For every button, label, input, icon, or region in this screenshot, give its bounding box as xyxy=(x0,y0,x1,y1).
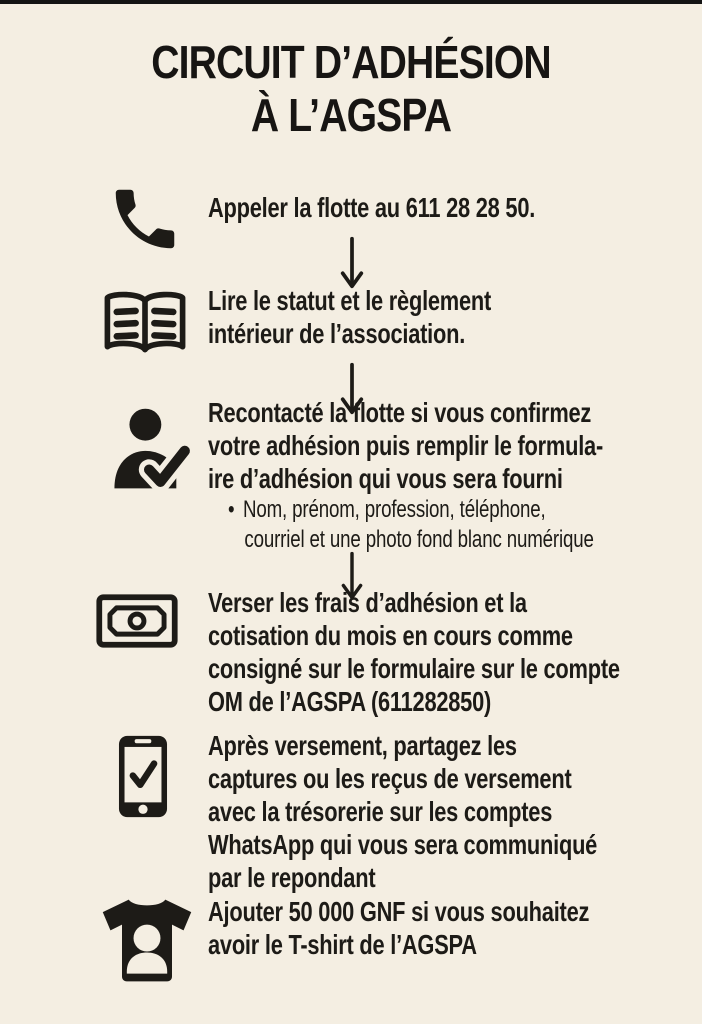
step-1-line: Appeler la flotte au 611 28 28 50. xyxy=(208,192,536,223)
step-3-line: ire d’adhésion qui vous sera fourni xyxy=(208,463,563,494)
tshirt-icon xyxy=(97,897,197,983)
step-4-line: OM de l’AGSPA (611282850) xyxy=(208,686,492,717)
step-3-text xyxy=(208,396,603,495)
step-4-line: cotisation du mois en cours comme xyxy=(208,620,573,651)
step-4-text xyxy=(208,586,620,718)
step-5-text xyxy=(208,729,597,894)
bullet-line: courriel et une photo fond blanc numérique xyxy=(244,526,594,553)
step-5-line: WhatsApp qui vous sera communiqué xyxy=(208,829,598,860)
page-title xyxy=(53,36,650,142)
step-1-text xyxy=(208,191,535,224)
step-5-line: captures ou les reçus de versement xyxy=(208,763,572,794)
step-5-line: avec la trésorerie sur les comptes xyxy=(208,796,553,827)
step-5-line: par le repondant xyxy=(208,862,376,893)
step-3-line: votre adhésion puis remplir le formula- xyxy=(208,430,604,461)
step-5-line: Après versement, partagez les xyxy=(208,730,517,761)
bullet-item xyxy=(228,495,594,525)
step-2-line: Lire le statut et le règlement xyxy=(208,285,492,316)
page-title-line-2: À L’AGSPA xyxy=(250,89,452,141)
person-check-icon xyxy=(104,404,198,494)
bullet-line: Nom, prénom, profession, téléphone, xyxy=(242,496,546,523)
step-3-bullet-list xyxy=(228,495,594,555)
step-2-line: intérieur de l’association. xyxy=(208,318,466,349)
smartphone-check-icon xyxy=(117,734,169,819)
step-6-text xyxy=(208,895,589,961)
step-3-line: Recontacté la flotte si vous confirmez xyxy=(208,397,592,428)
bullet-dot: • xyxy=(228,496,235,523)
step-6-line: Ajouter 50 000 GNF si vous souhaitez xyxy=(208,896,590,927)
step-4-line: consigné sur le formulaire sur le compte xyxy=(208,653,620,684)
phone-icon xyxy=(106,180,184,258)
top-border xyxy=(0,0,702,4)
open-book-icon xyxy=(98,288,192,364)
banknote-icon xyxy=(96,593,178,649)
step-2-text xyxy=(208,284,491,350)
page-title-line-1: CIRCUIT D’ADHÉSION xyxy=(151,36,551,88)
step-6-line: avoir le T-shirt de l’AGSPA xyxy=(208,929,477,960)
down-arrow-icon xyxy=(332,236,372,290)
step-4-line: Verser les frais d’adhésion et la xyxy=(208,587,527,618)
